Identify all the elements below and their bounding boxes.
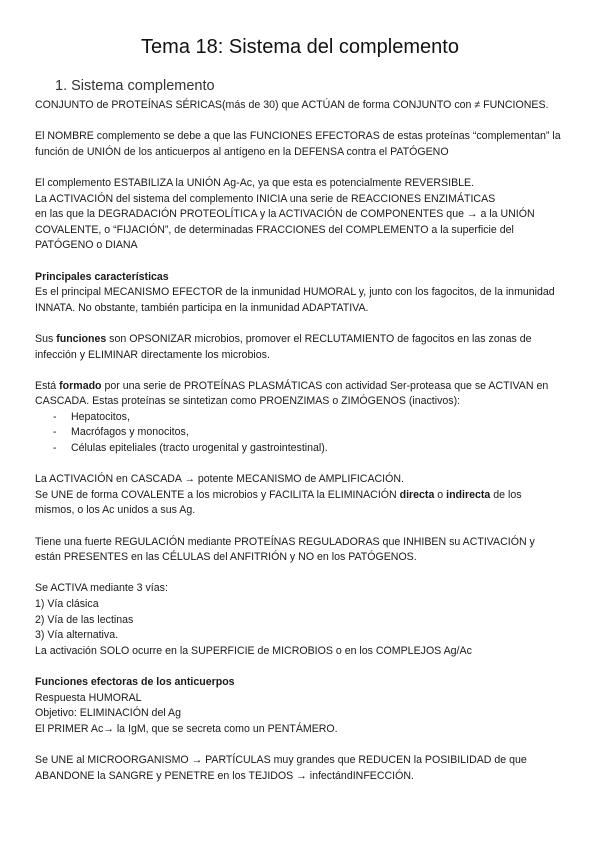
paragraph-formed: Está formado por una serie de PROTEÍNAS PLASMÁTICAS con actividad Ser-proteasa que se ACTIVAN en CASCADA. Estas proteínas se sintetizan como PROENZIMAS o ZIMÓGENOS (inactivos):	[35, 379, 549, 408]
bold-directa: directa	[399, 488, 435, 501]
pathway-alternative: 3) Vía alternativa.	[35, 629, 119, 642]
paragraph-cascade: La ACTIVACIÓN en CASCADA → potente MECANISMO de AMPLIFICACIÓN.	[35, 473, 404, 486]
paragraph-degradation: en las que la DEGRADACIÓN PROTEOLÍTICA y la ACTIVACIÓN de COMPONENTES que → a la UNIÓN COVALENTE, o “FIJACIÓN”, de determinadas FRACCIONES del COMPLEMENTO a la superficie del PATÓGENO o DIANA	[35, 208, 535, 252]
list-item: - Células epiteliales (tracto urogenital y gastrointestinal).	[53, 441, 563, 457]
heading-characteristics: Principales características	[35, 270, 169, 283]
pathway-classic: 1) Vía clásica	[35, 598, 99, 610]
paragraph-definition: CONJUNTO de PROTEÍNAS SÉRICAS(más de 30) que ACTÚAN de forma CONJUNTO con ≠ FUNCIONES.	[35, 99, 549, 111]
paragraph-activation-surface: La activación SOLO ocurre en la SUPERFICIE de MICROBIOS o en los COMPLEJOS Ag/Ac	[35, 644, 472, 657]
paragraph-functions: Sus funciones son OPSONIZAR microbios, promover el RECLUTAMIENTO de fagocitos en las zonas de infección y ELIMINAR directamente los microbios.	[35, 332, 532, 361]
list-item: - Macrófagos y monocitos,	[53, 425, 563, 441]
bold-formado: formado	[59, 379, 102, 392]
pathway-lectin: 2) Vía de las lectinas	[35, 613, 134, 626]
cell-list	[35, 410, 563, 457]
paragraph-microorganism: Se UNE al MICROORGANISMO → PARTÍCULAS muy grandes que REDUCEN la POSIBILIDAD de que ABANDONE la SANGRE y PENETRE en los TEJIDOS → infectándINFECCIÓN.	[35, 753, 527, 782]
paragraph-regulation: Tiene una fuerte REGULACIÓN mediante PROTEÍNAS REGULADORAS que INHIBEN su ACTIVACIÓN y están PRESENTES en las CÉLULAS del ANFITRIÓN y NO en los PATÓGENOS.	[35, 535, 535, 564]
paragraph-mechanism: Es el principal MECANISMO EFECTOR de la inmunidad HUMORAL y, junto con los fagocitos, de la inmunidad INNATA. No obstante, también participa en la inmunidad ADAPTATIVA.	[35, 286, 555, 314]
document-body	[35, 98, 563, 784]
document-title: Tema 18: Sistema del complemento	[141, 36, 459, 58]
paragraph-objective: Objetivo: ELIMINACIÓN del Ag	[35, 707, 182, 720]
heading-antibody-functions: Funciones efectoras de los anticuerpos	[35, 675, 235, 688]
paragraph-igm: El PRIMER Ac→ la IgM, que se secreta como un PENTÁMERO.	[35, 722, 338, 735]
paragraph-covalent: Se UNE de forma COVALENTE a los microbios y FACILITA la ELIMINACIÓN directa o indirecta de los mismos, o los Ac unidos a sus Ag.	[35, 488, 522, 517]
section-heading: 1. Sistema complemento	[55, 78, 215, 94]
bold-indirecta: indirecta	[446, 488, 491, 501]
paragraph-activation: La ACTIVACIÓN del sistema del complemento INICIA una serie de REACCIONES ENZIMÁTICAS	[35, 192, 496, 205]
paragraph-stabilize: El complemento ESTABILIZA la UNIÓN Ag-Ac, ya que esta es potencialmente REVERSIBLE.	[35, 176, 475, 189]
paragraph-name-origin: El NOMBRE complemento se debe a que las FUNCIONES EFECTORAS de estas proteínas “complementan” la función de UNIÓN de los anticuerpos al antígeno en la DEFENSA contra el PATÓGENO	[35, 130, 561, 158]
bold-funciones: funciones	[56, 332, 107, 345]
paragraph-humoral: Respuesta HUMORAL	[35, 691, 142, 704]
list-item: - Hepatocitos,	[53, 410, 563, 426]
paragraph-pathways-intro: Se ACTIVA mediante 3 vías:	[35, 582, 168, 595]
